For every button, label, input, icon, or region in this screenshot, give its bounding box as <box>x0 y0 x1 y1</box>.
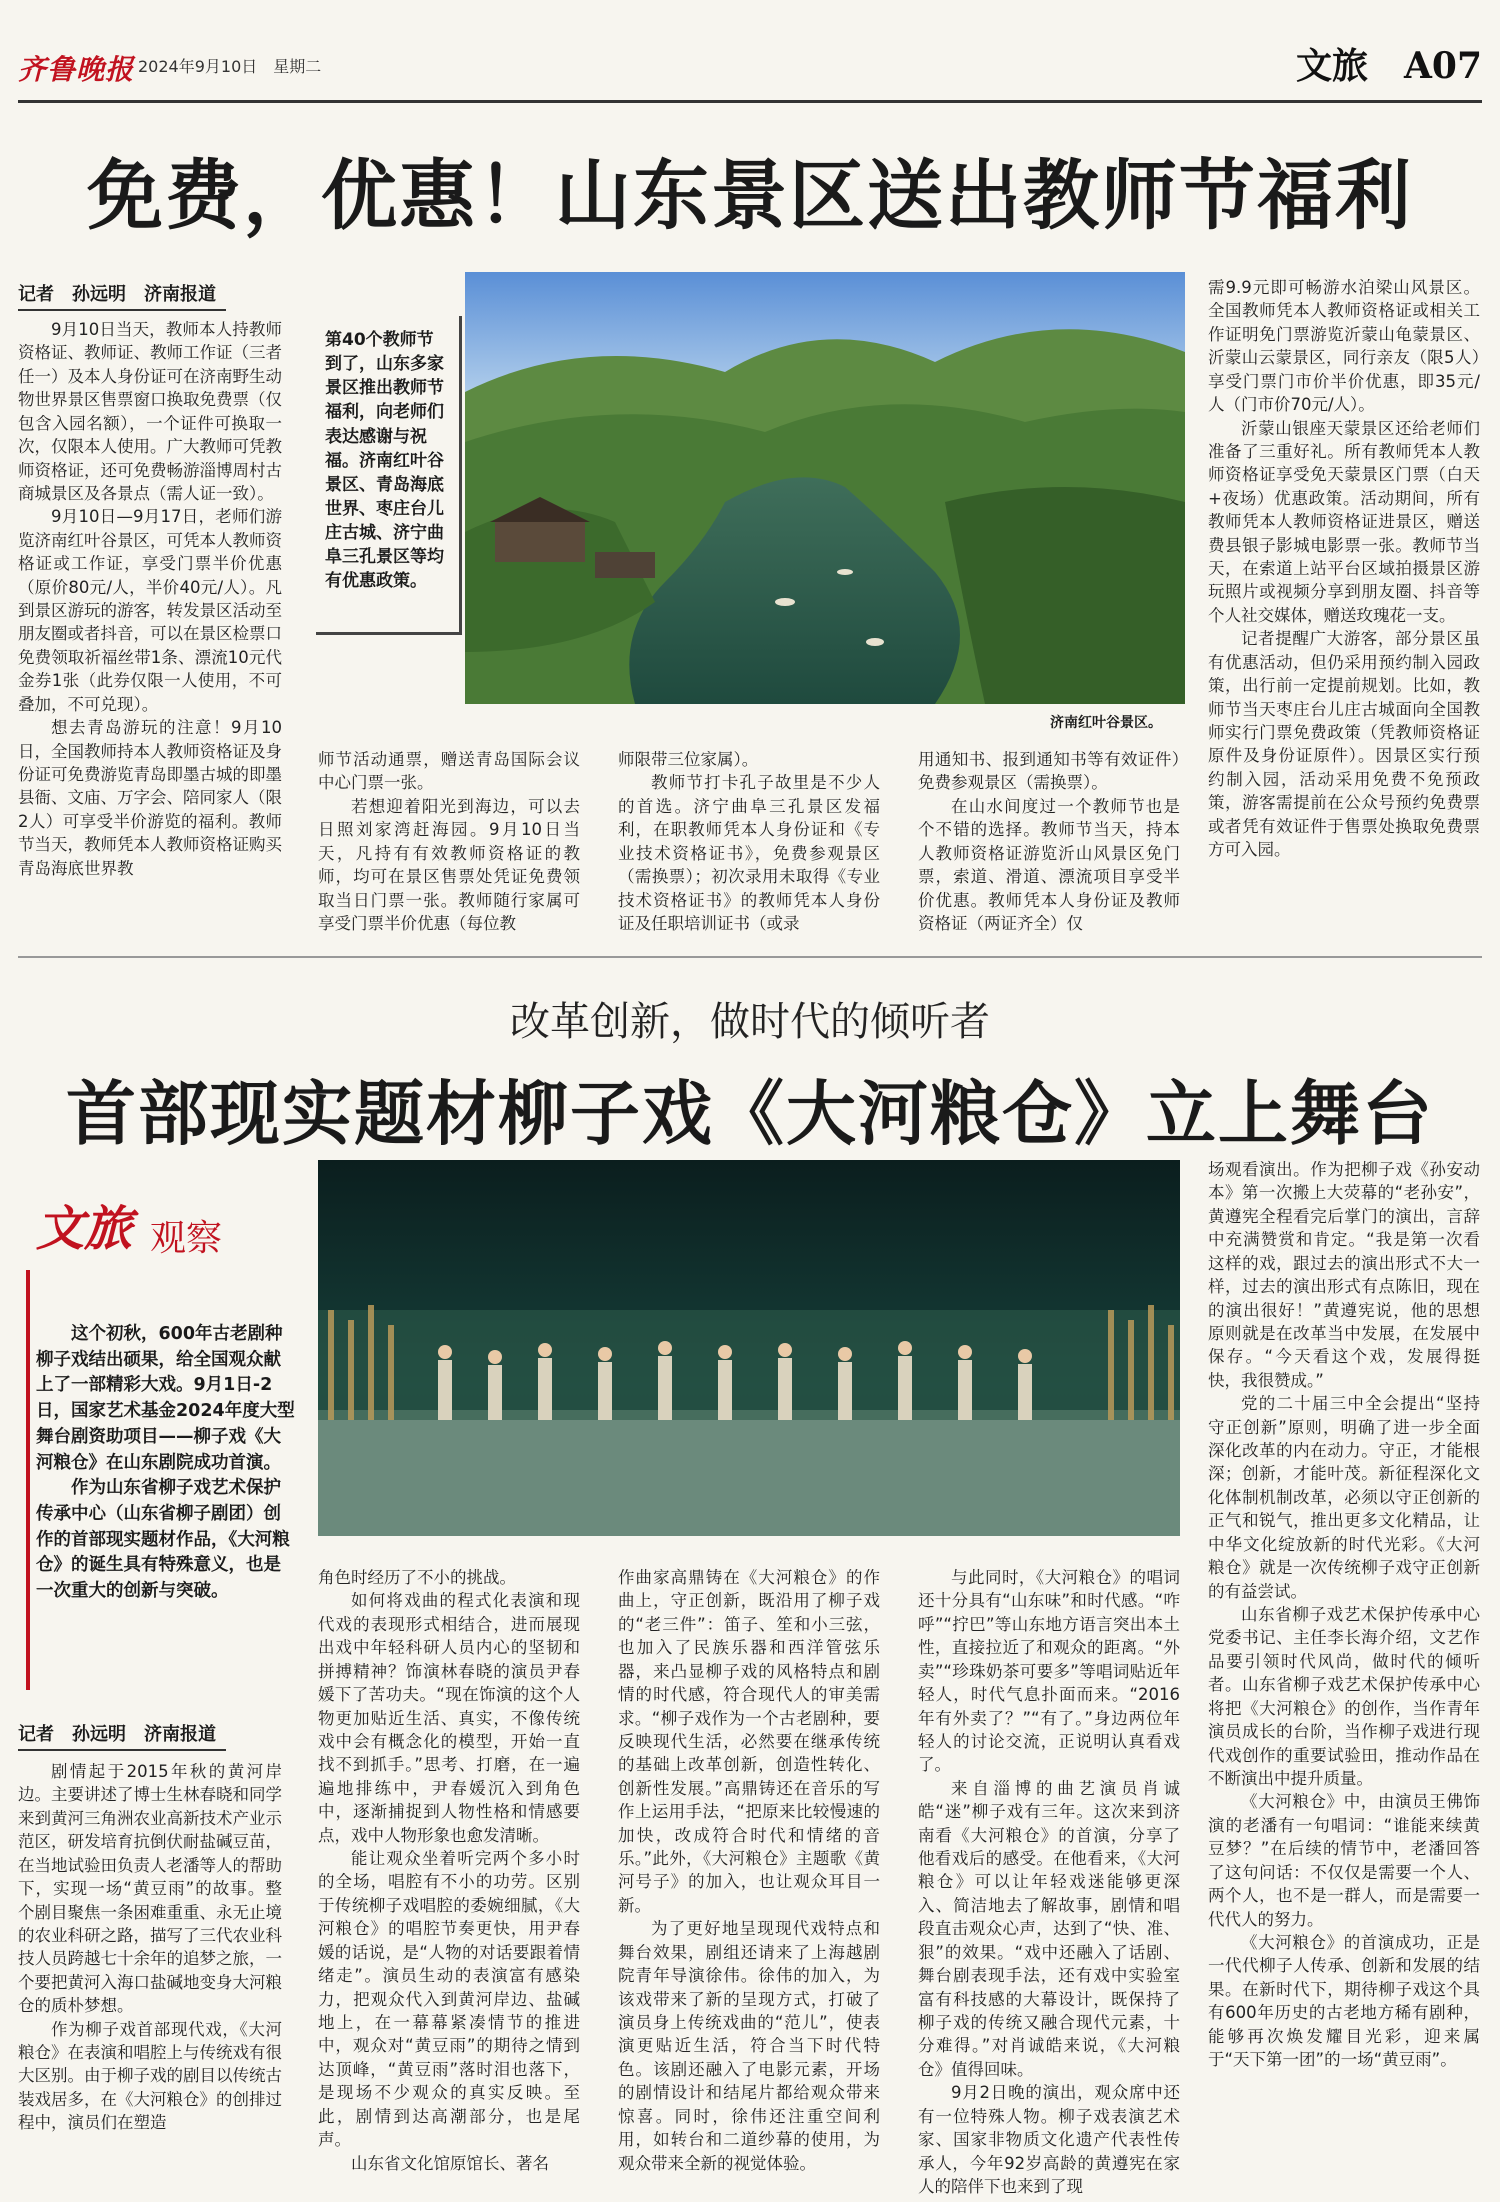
stage-performance-photo <box>318 1160 1180 1536</box>
red-leaf-valley-photo <box>465 272 1185 704</box>
article1-col4: 用通知书、报到通知书等有效证件）免费参观景区（需换票）。 在山水间度过一个教师节也是个不错的选择。教师节当天，持本人教师资格证游览沂山风景区免门票，索道、滑道、漂流项目享受半价优惠。教师凭本人身份证及教师资格证（两证齐全）仅 <box>918 750 1180 933</box>
newspaper-logo: 齐鲁晚报 <box>18 53 135 86</box>
article2-kicker: 改革创新，做时代的倾听者 <box>510 999 990 1045</box>
section-divider <box>18 956 1482 958</box>
article2-col1: 剧情起于2015年秋的黄河岸边。主要讲述了博士生林春晓和同学来到黄河三角洲农业高新技术产业示范区，研发培育抗倒伏耐盐碱豆苗，在当地试验田负责人老潘等人的帮助下，实现一场“黄豆雨”的故事。整个剧目聚焦一条困难重重、永无止境的农业科研之路，描写了三代农业科技人员跨越七十余年的追梦之旅，一个要把黄河入海口盐碱地变身大河粮仓的质朴梦想。 作为柳子戏首部现代戏，《大河粮仓》在表演和唱腔上与传统戏有很大区别。由于柳子戏的剧目以传统古装戏居多，在《大河粮仓》的创排过程中，演员们在塑造 <box>18 1762 282 2133</box>
article2-col2: 角色时经历了不小的挑战。 如何将戏曲的程式化表演和现代戏的表现形式相结合，进而展现出戏中年轻科研人员内心的坚韧和拼搏精神？饰演林春晓的演员尹春媛下了苦功夫。“现在饰演的这个人物更加贴近生活、真实，不像传统戏中会有概念化的模型，开始一直找不到抓手。”思考、打磨，在一遍遍地排练中，尹春媛沉入到角色中，逐渐捕捉到人物性格和情感要点，戏中人物形象也愈发清晰。 能让观众坐着听完两个多小时的全场，唱腔有不小的功劳。区别于传统柳子戏唱腔的委婉细腻，《大河粮仓》的唱腔节奏更快，用尹春媛的话说，是“人物的对话要跟着情绪走”。演员生动的表演富有感染力，把观众代入到黄河岸边、盐碱地上，在一幕幕紧凑情节的推进中，观众对“黄豆雨”的期待之情到达顶峰，“黄豆雨”落时泪也落下，是现场不少观众的真实反映。至此，剧情到达高潮部分，也是尾声。 山东省文化馆原馆长、著名 <box>318 1568 580 2173</box>
article2-headline: 首部现实题材柳子戏《大河粮仓》立上舞台 <box>66 1072 1434 1155</box>
intro-accent-bar <box>26 1270 30 1690</box>
article2-byline: 记者 孙远明 济南报道 <box>18 1720 226 1751</box>
article1-col1: 9月10日当天，教师本人持教师资格证、教师证、教师工作证（三者任一）及本人身份证可在济南野生动物世界景区售票窗口换取免费票（仅包含入园名额），一个证件可换取一次，仅限本人使用。广大教师可凭教师资格证，还可免费畅游淄博周村古商城景区及各景点（需人证一致）。 9月10日—9月17日，老师们游览济南红叶谷景区，可凭本人教师资格证或工作证，享受门票半价优惠（原价80元/人，半价40元/人）。凡到景区游玩的游客，转发景区活动至朋友圈或者抖音，可以在景区检票口免费领取祈福丝带1条、漂流10元代金券1张（此券仅限一人使用，不可叠加，不可兑现）。 想去青岛游玩的注意！9月10日，全国教师持本人教师资格证及身份证可免费游览青岛即墨古城的即墨县衙、文庙、万字会、陪同家人（限2人）可享受半价游览的福利。教师节当天，教师凭本人教师资格证购买青岛海底世界教 <box>18 320 282 878</box>
article2-col5: 场观看演出。作为把柳子戏《孙安动本》第一次搬上大荧幕的“老孙安”，黄遵宪全程看完后掌门的演出，言辞中充满赞赏和肯定。“我是第一次看这样的戏，跟过去的演出形式不大一样，过去的演出形式有点陈旧，现在的演出很好！”黄遵宪说，他的思想原则就是在改革当中发展，在发展中保存。“今天看这个戏，发展得挺快，我很赞成。” 党的二十届三中全会提出“坚持守正创新”原则，明确了进一步全面深化改革的内在动力。守正，才能根深；创新，才能叶茂。新征程深化文化体制机制改革，必须以守正创新的正气和锐气，推出更多文化精品，让中华文化绽放新的时代光彩。《大河粮仓》就是一次传统柳子戏守正创新的有益尝试。 山东省柳子戏艺术保护传承中心党委书记、主任李长海介绍，文艺作品要引领时代风尚，做时代的倾听者。山东省柳子戏艺术保护传承中心将把《大河粮仓》的创作，当作青年演员成长的台阶，当作柳子戏进行现代戏创作的重要试验田，推动作品在不断演出中提升质量。 《大河粮仓》中，由演员王佛饰演的老潘有一句唱词：“谁能来续黄豆梦？”在后续的情节中，老潘回答了这句问话：不仅仅是需要一个人、两个人，也不是一群人，而是需要一代代人的努力。 《大河粮仓》的首演成功，正是一代代柳子人传承、创新和发展的结果。在新时代下，期待柳子戏这个具有600年历史的古老地方稀有剧种，能够再次焕发耀目光彩，迎来属于“天下第一团”的一场“黄豆雨”。 <box>1208 1160 1480 2070</box>
article2-col4: 与此同时，《大河粮仓》的唱词还十分具有“山东味”和时代感。“咋呼”“拧巴”等山东地方语言突出本土性，直接拉近了和观众的距离。“外卖”“珍珠奶茶可要多”等唱词贴近年轻人，时代气息扑面而来。“2016年有外卖了？”“有了。”身边两位年轻人的讨论交流，正说明认真看戏了。 来自淄博的曲艺演员肖诚皓“迷”柳子戏有三年。这次来到济南看《大河粮仓》的首演，分享了他看戏后的感受。在他看来，《大河粮仓》可以让年轻戏迷能够更深入、简洁地去了解故事，剧情和唱段直击观众心声，达到了“快、准、狠”的效果。“戏中还融入了话剧、舞台剧表现手法，还有戏中实验室富有科技感的大幕设计，既保持了柳子戏的传统又融合现代元素，十分难得。”对肖诚皓来说，《大河粮仓》值得回味。 9月2日晚的演出，观众席中还有一位特殊人物。柳子戏表演艺术家、国家非物质文化遗产代表性传承人，今年92岁高龄的黄遵宪在家人的陪伴下也来到了现 <box>918 1568 1180 2196</box>
article1-col3: 师限带三位家属）。 教师节打卡孔子故里是不少人的首选。济宁曲阜三孔景区发福利，在职教师凭本人身份证和《专业技术资格证书》，免费参观景区（需换票）；初次录用未取得《专业技术资格证书》的教师凭本人身份证及任职培训证书（或录 <box>618 750 880 933</box>
article1-col5: 需9.9元即可畅游水泊梁山风景区。全国教师凭本人教师资格证或相关工作证明免门票游览沂蒙山龟蒙景区、沂蒙山云蒙景区，同行亲友（限5人）享受门票门市价半价优惠，即35元/人（门市价70元/人）。 沂蒙山银座天蒙景区还给老师们准备了三重好礼。所有教师凭本人教师资格证享受免天蒙景区门票（白天+夜场）优惠政策。活动期间，所有教师凭本人教师资格证进景区，赠送费县银子影城电影票一张。教师节当天，在索道上站平台区域拍摄景区游玩照片或视频分享到朋友圈、抖音等个人社交媒体，赠送玫瑰花一支。 记者提醒广大游客，部分景区虽有优惠活动，但仍采用预约制入园政策，出行前一定提前规划。比如，教师节当天枣庄台儿庄古城面向全国教师实行门票免费政策（凭教师资格证原件及身份证原件）。因景区实行预约制入园，活动采用免费不免预政策，游客需提前在公众号预约免费票或者凭有效证件于售票处换取免费票方可入园。 <box>1208 278 1480 860</box>
section-page: 文旅 A07 <box>1295 45 1482 87</box>
article2-intro: 这个初秋，600年古老剧种柳子戏结出硕果，给全国观众献上了一部精彩大戏。9月1日-2日，国家艺术基金2024年度大型舞台剧资助项目——柳子戏《大河粮仓》在山东剧院成功首演。 作为山东省柳子戏艺术保护传承中心（山东省柳子剧团）创作的首部现实题材作品，《大河粮仓》的诞生具有特殊意义，也是一次重大的创新与突破。 <box>36 1324 295 1602</box>
article1-headline: 免费，优惠！山东景区送出教师节福利 <box>87 151 1413 240</box>
article1-col2: 师节活动通票，赠送青岛国际会议中心门票一张。 若想迎着阳光到海边，可以去日照刘家湾赶海园。9月10日当天，凡持有有效教师资格证的教师，均可在景区售票处凭证免费领取当日门票一张。教师随行家属可享受门票半价优惠（每位教 <box>318 750 580 933</box>
column-badge-main: 文旅 <box>36 1201 133 1257</box>
scenic-lake-illustration <box>465 272 1185 704</box>
masthead <box>18 38 1482 98</box>
article1-callout: 第40个教师节到了，山东多家景区推出教师节福利，向老师们表达感谢与祝福。济南红叶谷景区、青岛海底世界、枣庄台儿庄古城、济宁曲阜三孔景区等均有优惠政策。 <box>325 330 444 592</box>
article1-photo-caption: 济南红叶谷景区。 <box>1050 715 1162 731</box>
top-rule <box>18 100 1482 103</box>
stage-illustration <box>318 1160 1180 1536</box>
issue-date: 2024年9月10日 星期二 <box>138 57 322 76</box>
column-badge-sub: 观察 <box>150 1218 223 1259</box>
article1-byline: 记者 孙远明 济南报道 <box>18 280 226 311</box>
article2-col3: 作曲家高鼎铸在《大河粮仓》的作曲上，守正创新，既沿用了柳子戏的“老三件”：笛子、笙和小三弦，也加入了民族乐器和西洋管弦乐器，来凸显柳子戏的风格特点和剧情的时代感，符合现代人的审美需求。“柳子戏作为一个古老剧种，要反映现代生活，必然要在继承传统的基础上改革创新，创造性转化、创新性发展。”高鼎铸还在音乐的写作上运用手法，“把原来比较慢速的加快，改成符合时代和情绪的音乐。”此外，《大河粮仓》主题歌《黄河号子》的加入，也让观众耳目一新。 为了更好地呈现现代戏特点和舞台效果，剧组还请来了上海越剧院青年导演徐伟。徐伟的加入，为该戏带来了新的呈现方式，打破了演员身上传统戏曲的“范儿”，使表演更贴近生活，符合当下时代特色。该剧还融入了电影元素，开场的剧情设计和结尾片都给观众带来惊喜。同时，徐伟还注重空间利用，如转台和二道纱幕的使用，为观众带来全新的视觉体验。 <box>618 1568 880 2173</box>
